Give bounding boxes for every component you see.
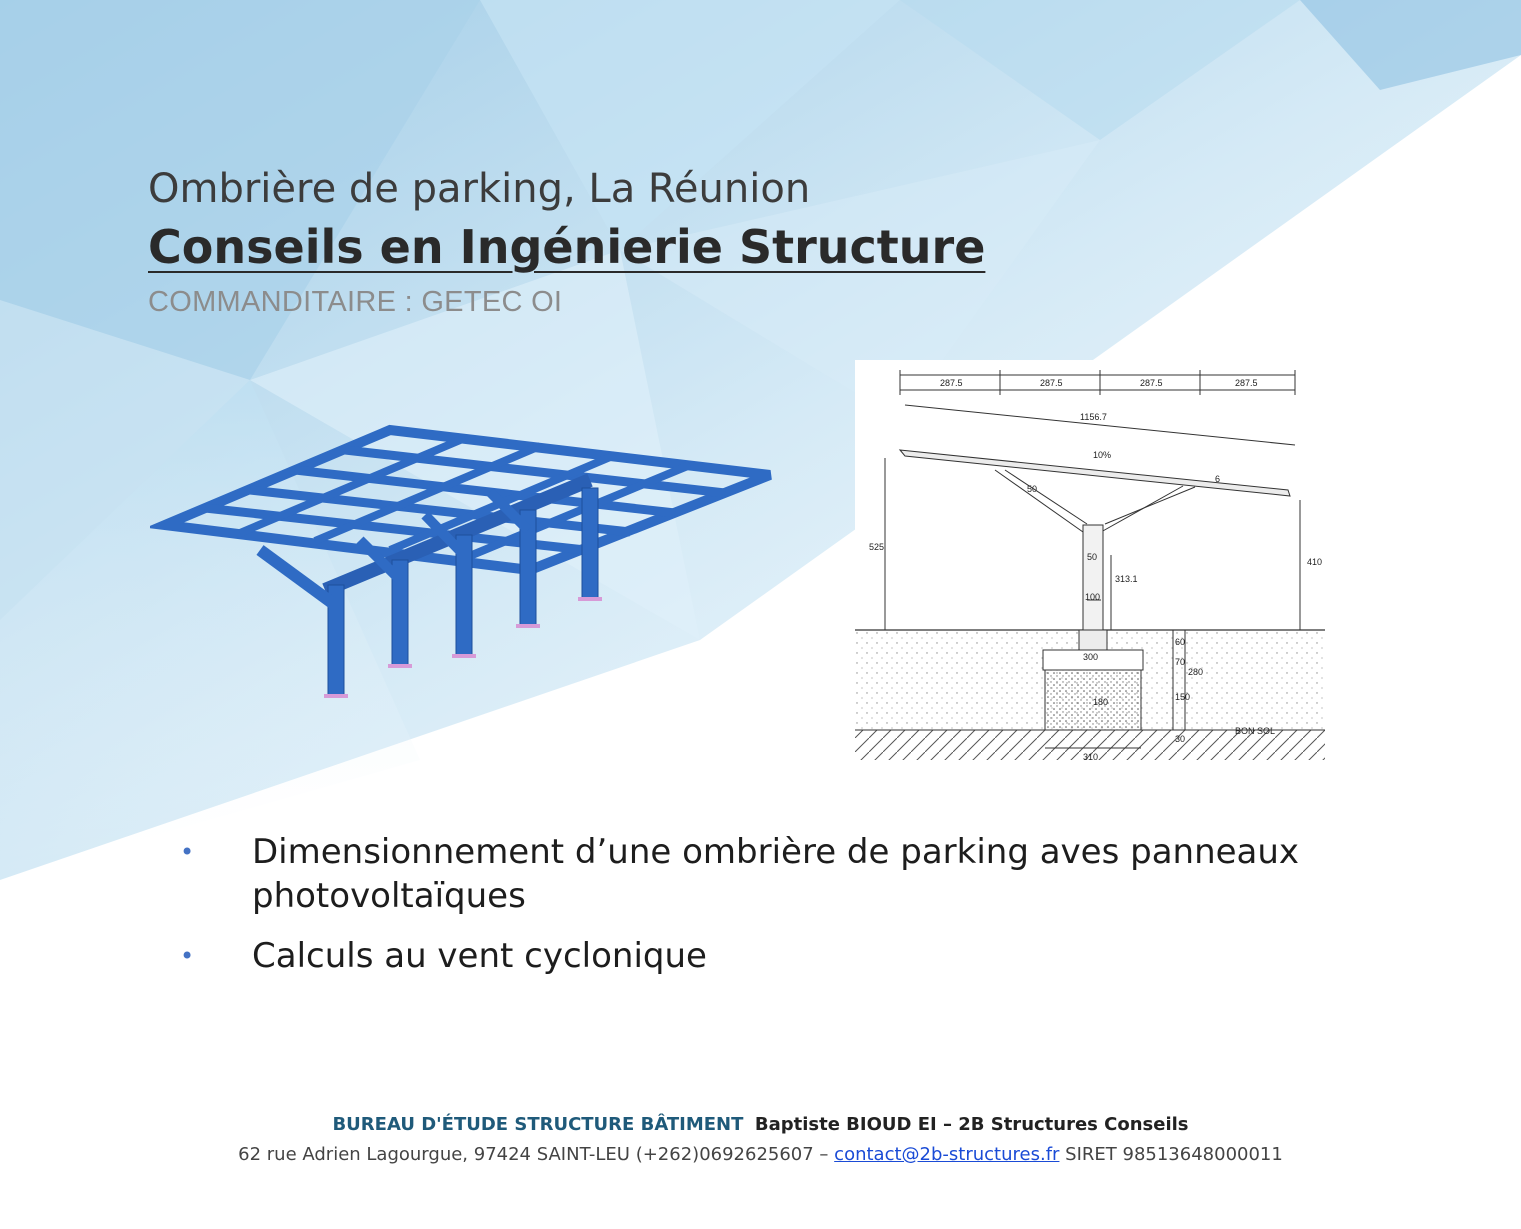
list-item (180, 830, 1400, 918)
bullet-list (180, 830, 1400, 994)
footer-siret: SIRET 98513648000011 (1065, 1144, 1283, 1165)
depth-30-label: 30 (1175, 734, 1186, 744)
dim-span-1: 287.5 (940, 378, 963, 388)
dim-span-2: 287.5 (1040, 378, 1063, 388)
footer-company-name: Baptiste BIOUD EI – 2B Structures Conseils (754, 1114, 1189, 1135)
bullet-text: Calculs au vent cyclonique (252, 936, 707, 976)
dim-span-4: 287.5 (1235, 378, 1258, 388)
height-left-label: 525 (869, 542, 885, 552)
structure-3d-model-image (150, 400, 790, 720)
page-title: Conseils en Ingénierie Structure (148, 220, 986, 274)
dim-span-3: 287.5 (1140, 378, 1163, 388)
ground-label: BON SOL (1235, 726, 1276, 736)
height-right-label: 410 (1307, 557, 1323, 567)
column-mid-label: 313.1 (1115, 574, 1138, 584)
client-label: COMMANDITAIRE : GETEC OI (148, 286, 563, 318)
depth-280-label: 280 (1188, 667, 1204, 677)
footer-company-type: BUREAU D'ÉTUDE STRUCTURE BÂTIMENT (332, 1114, 744, 1135)
project-subtitle: Ombrière de parking, La Réunion (148, 166, 811, 212)
footer-contact-line (0, 1144, 1521, 1165)
list-item (180, 934, 1400, 978)
brace-label: 50 (1027, 484, 1038, 494)
column-width-label: 100 (1085, 592, 1101, 602)
footer-address: 62 rue Adrien Lagourgue, 97424 SAINT-LEU (+262)0692625607 – (238, 1144, 829, 1165)
technical-section-drawing (855, 360, 1335, 770)
footer-company-line (0, 1114, 1521, 1135)
dim-total: 1156.7 (1080, 412, 1107, 422)
end-dim-label: 6 (1215, 474, 1221, 484)
footing-width-bottom-label: 310 (1083, 752, 1099, 762)
block-label: 180 (1093, 697, 1109, 707)
slope-label: 10% (1093, 450, 1112, 460)
footing-width-top-label: 300 (1083, 652, 1099, 662)
bullet-text: Dimensionnement d’une ombrière de parking aves panneaux photovoltaïques (252, 832, 1300, 916)
depth-70-label: 70 (1175, 657, 1186, 667)
column-width-top-label: 50 (1087, 552, 1098, 562)
footer-email-link[interactable]: contact@2b-structures.fr (834, 1144, 1060, 1165)
bullet-marker: • (180, 942, 195, 970)
depth-150-label: 150 (1175, 692, 1191, 702)
depth-60-label: 60 (1175, 637, 1186, 647)
bullet-marker: • (180, 838, 195, 866)
